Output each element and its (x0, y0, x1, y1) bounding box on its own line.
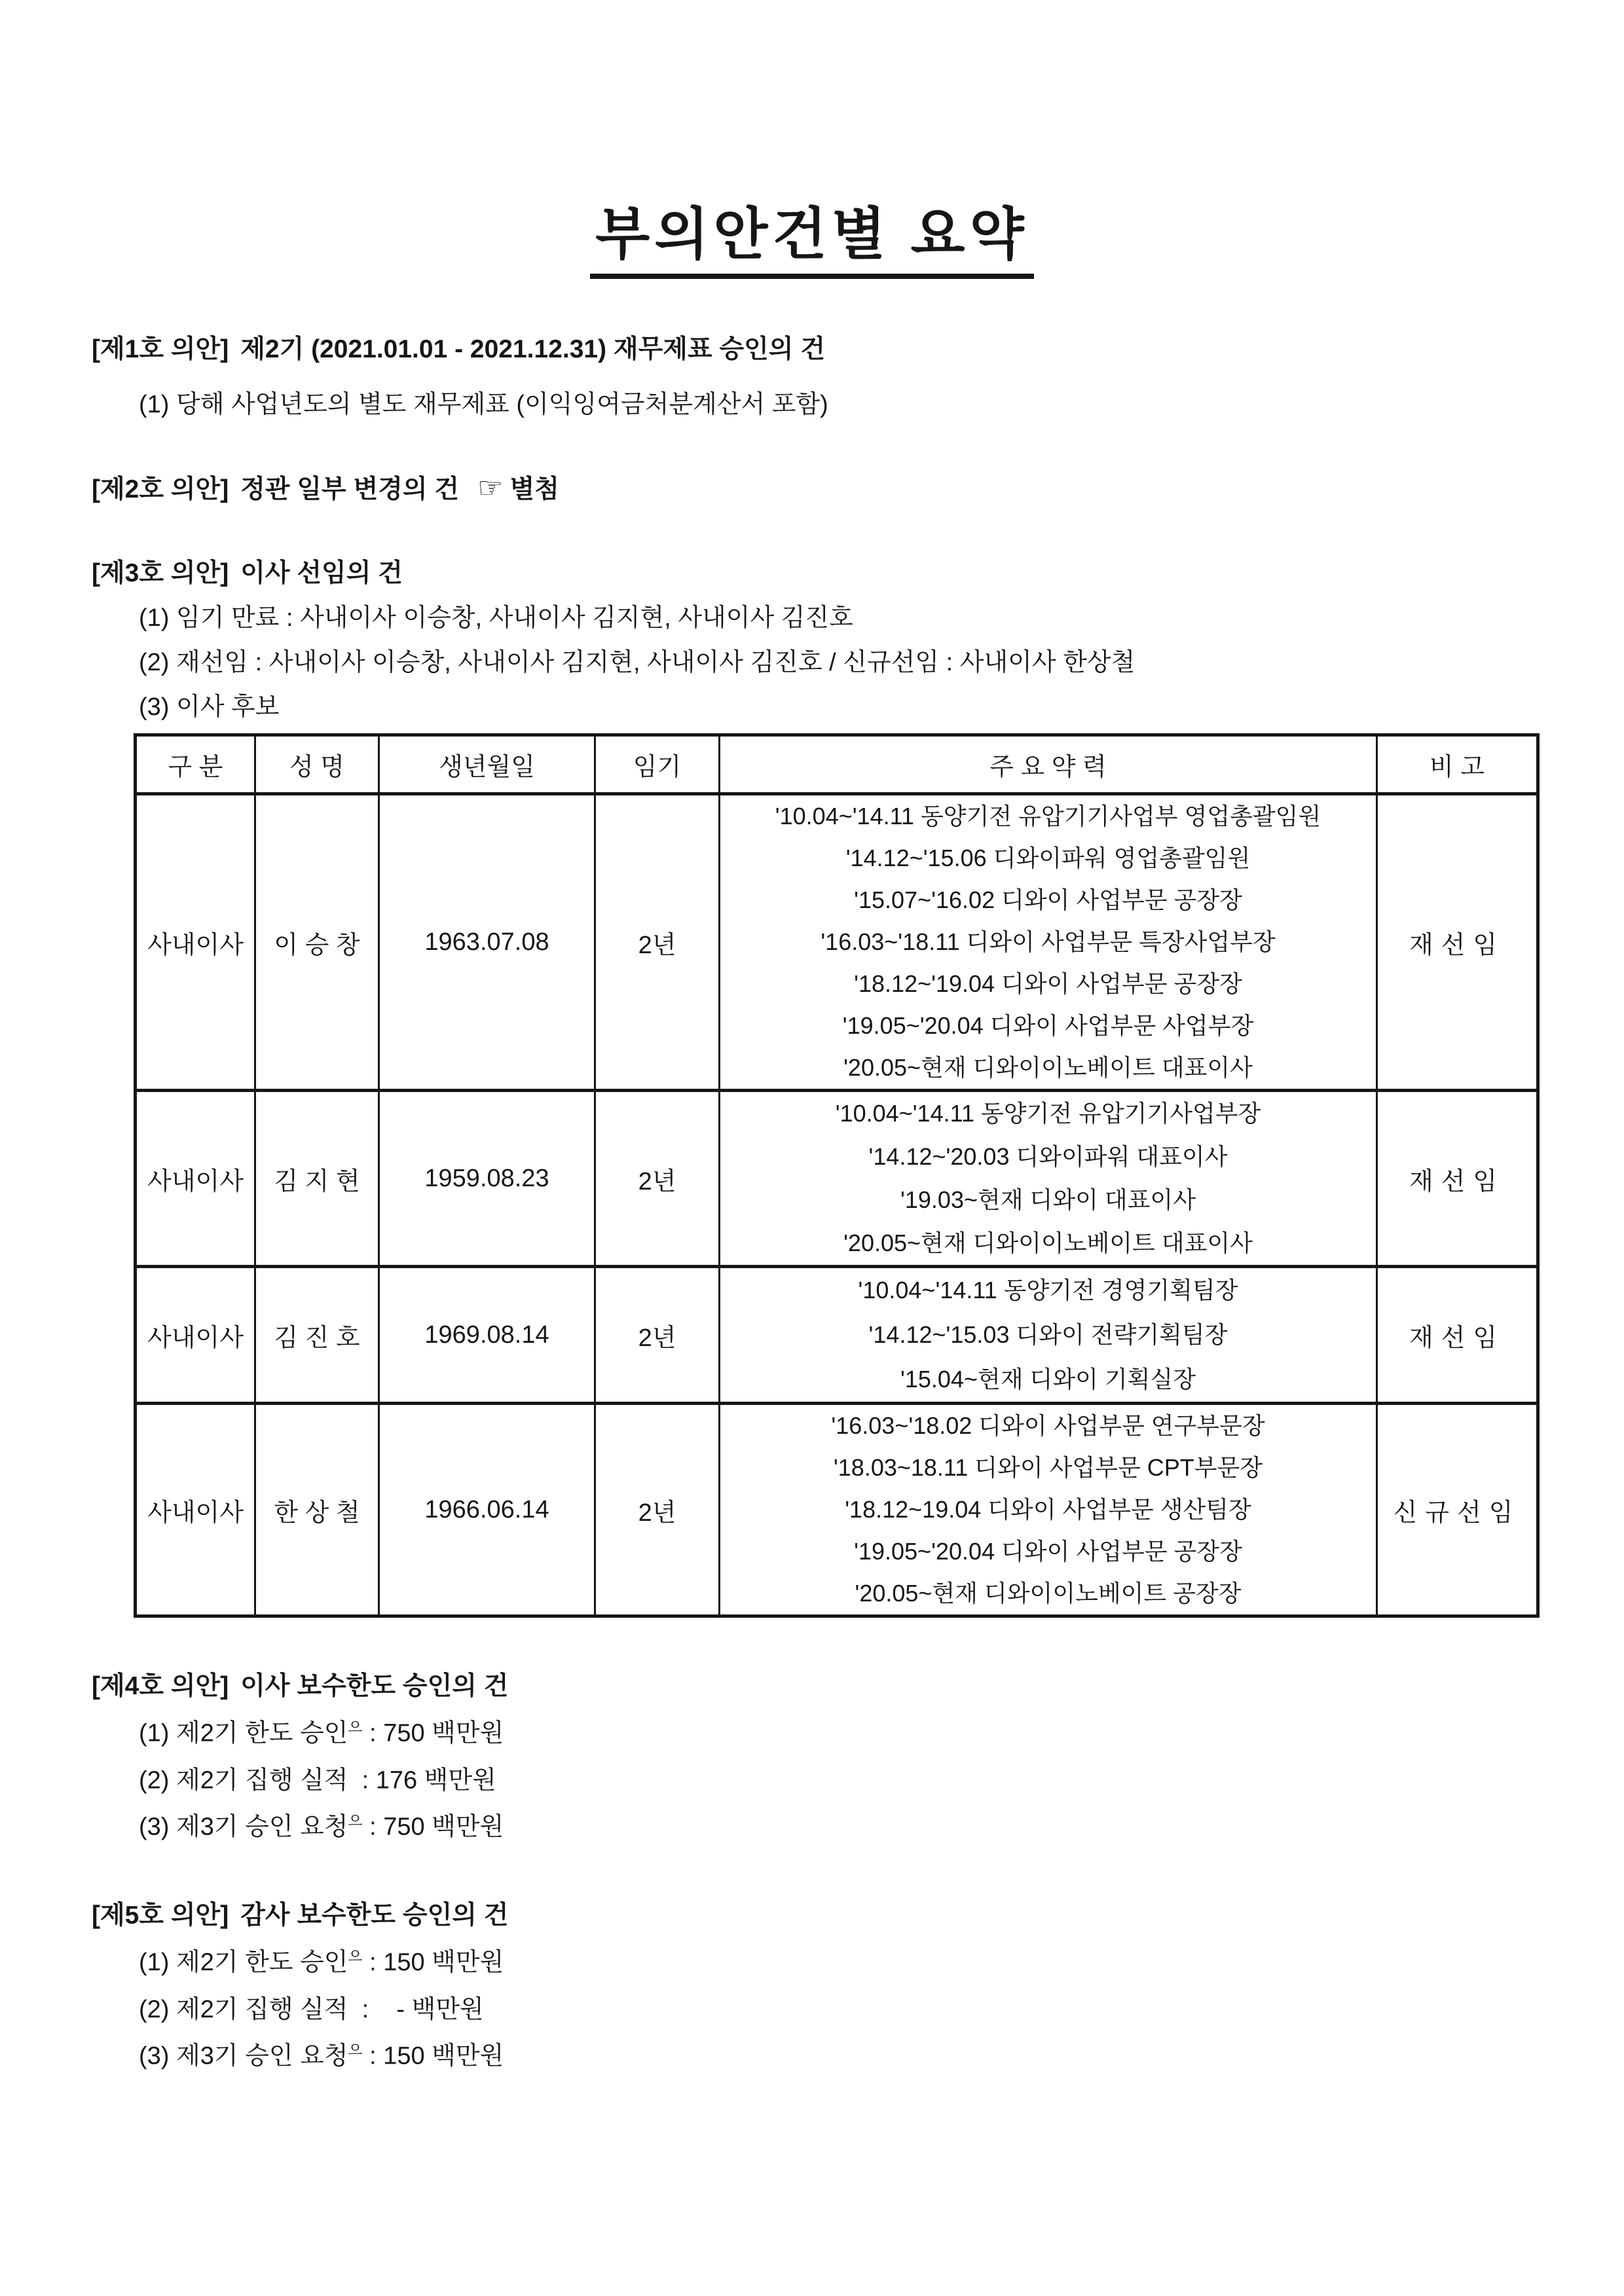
section-agenda-4 (92, 1668, 1565, 1846)
agenda-number: [제1호 의안] (92, 335, 229, 363)
attachment-note: 별첨 (509, 475, 559, 503)
title-row (0, 189, 1624, 279)
cell-type: 사내이사 (136, 1404, 255, 1616)
career-line: '18.12~19.04 디와이 사업부문 생산팀장 (845, 1496, 1251, 1523)
cell-birthdate: 1963.07.08 (379, 794, 595, 1091)
agenda-number: [제4호 의안] (92, 1672, 229, 1700)
section-heading (92, 555, 1565, 592)
agenda-item: (1) 당해 사업년도의 별도 재무제표 (이익잉여금처분계산서 포함) (139, 391, 828, 418)
agenda-title: 이사 선임의 건 (240, 559, 403, 587)
career-line: '19.05~'20.04 디와이 사업부문 공장장 (854, 1538, 1242, 1565)
career-line: '10.04~'14.11 동양기전 경영기획팀장 (858, 1277, 1238, 1303)
career-line: '19.03~현재 디와이 대표이사 (900, 1186, 1196, 1213)
cell-remark: 신규선임 (1377, 1404, 1538, 1616)
cell-type: 사내이사 (136, 1267, 255, 1404)
career-line: '20.05~현재 디와이이노베이트 대표이사 (843, 1054, 1253, 1081)
career-line: '14.12~'20.03 디와이파워 대표이사 (868, 1143, 1228, 1170)
career-line: '20.05~현재 디와이이노베이트 공장장 (855, 1580, 1242, 1607)
career-line: '18.12~'19.04 디와이 사업부문 공장장 (854, 970, 1242, 997)
header-name: 성 명 (255, 735, 379, 794)
career-line: '10.04~'14.11 동양기전 유압기기사업부장 (835, 1100, 1261, 1127)
cell-career (720, 794, 1377, 1091)
agenda-item: (2) 제2기 집행 실적 : - 백만원 (139, 1995, 484, 2024)
section-agenda-3 (92, 555, 1565, 725)
cell-career (720, 1404, 1377, 1616)
director-candidates-table (134, 733, 1540, 1618)
cell-remark: 재선임 (1377, 794, 1538, 1091)
cell-term: 2년 (595, 1091, 720, 1267)
agenda-title: 감사 보수한도 승인의 건 (240, 1901, 509, 1929)
agenda-title: 제2기 (2021.01.01 - 2021.12.31) 재무제표 승인의 건 (240, 335, 825, 363)
cell-name: 김 진 호 (255, 1267, 379, 1404)
cell-type: 사내이사 (136, 794, 255, 1091)
agenda-item: (2) 재선임 : 사내이사 이승창, 사내이사 김지현, 사내이사 김진호 / 신규선임 : 사내이사 한상철 (139, 649, 1135, 676)
career-line: '18.03~18.11 디와이 사업부문 CPT부문장 (833, 1454, 1263, 1481)
table-row (136, 1267, 1538, 1404)
header-remark: 비 고 (1377, 735, 1538, 794)
cell-birthdate: 1959.08.23 (379, 1091, 595, 1267)
cell-term: 2년 (595, 1404, 720, 1616)
cell-type: 사내이사 (136, 1091, 255, 1267)
cell-birthdate: 1966.06.14 (379, 1404, 595, 1616)
agenda-title: 정관 일부 변경의 건 (240, 475, 460, 503)
agenda-item: (1) 제2기 한도 승인$^으$ : 150 백만원 (139, 1948, 504, 1977)
agenda-item: (3) 제3기 승인 요청$^으$ : 150 백만원 (139, 2041, 504, 2070)
cell-name: 한 상 철 (255, 1404, 379, 1616)
career-line: '16.03~'18.02 디와이 사업부문 연구부문장 (831, 1412, 1265, 1439)
career-line: '15.04~현재 디와이 기획실장 (900, 1366, 1196, 1393)
header-term: 임기 (595, 735, 720, 794)
cell-term: 2년 (595, 794, 720, 1091)
section-heading (92, 470, 1565, 508)
table-row (136, 794, 1538, 1091)
career-line: '19.05~'20.04 디와이 사업부문 사업부장 (842, 1012, 1254, 1039)
agenda-item: (3) 이사 후보 (139, 693, 280, 721)
cell-name: 이 승 창 (255, 794, 379, 1091)
section-agenda-5 (92, 1897, 1565, 2075)
cell-remark: 재선임 (1377, 1267, 1538, 1404)
cell-career (720, 1091, 1377, 1267)
career-line: '14.12~'15.03 디와이 전략기획팀장 (868, 1321, 1228, 1348)
career-line: '10.04~'14.11 동양기전 유압기기사업부 영업총괄임원 (775, 803, 1321, 829)
agenda-title: 이사 보수한도 승인의 건 (240, 1672, 509, 1700)
cell-term: 2년 (595, 1267, 720, 1404)
agenda-number: [제3호 의안] (92, 559, 229, 587)
agenda-item: (3) 제3기 승인 요청$^으$ : 750 백만원 (139, 1812, 504, 1841)
section-heading (92, 1897, 1565, 1934)
table-header-row (136, 735, 1538, 794)
table-row (136, 1091, 1538, 1267)
agenda-number: [제5호 의안] (92, 1901, 229, 1929)
header-type: 구 분 (136, 735, 255, 794)
career-line: '16.03~'18.11 디와이 사업부문 특장사업부장 (821, 928, 1276, 955)
pointing-hand-icon: ☞ (477, 472, 504, 504)
section-heading (92, 331, 1565, 368)
header-birthdate: 생년월일 (379, 735, 595, 794)
career-line: '15.07~'16.02 디와이 사업부문 공장장 (854, 886, 1242, 913)
cell-name: 김 지 현 (255, 1091, 379, 1267)
agenda-item: (1) 임기 만료 : 사내이사 이승창, 사내이사 김지현, 사내이사 김진호 (139, 604, 853, 632)
section-agenda-1 (92, 331, 1565, 423)
cell-birthdate: 1969.08.14 (379, 1267, 595, 1404)
section-agenda-2 (92, 470, 1565, 508)
header-career: 주 요 약 력 (720, 735, 1377, 794)
director-candidates-table-wrap (134, 733, 1540, 1618)
table-row (136, 1404, 1538, 1616)
agenda-item: (2) 제2기 집행 실적 : 176 백만원 (139, 1766, 496, 1795)
career-line: '14.12~'15.06 디와이파워 영업총괄임원 (845, 845, 1251, 871)
document-title: 부의안건별 요약 (590, 189, 1033, 279)
section-heading (92, 1668, 1565, 1705)
career-line: '20.05~현재 디와이이노베이트 대표이사 (843, 1230, 1253, 1256)
agenda-item: (1) 제2기 한도 승인$^으$ : 750 백만원 (139, 1719, 504, 1747)
cell-career (720, 1267, 1377, 1404)
cell-remark: 재선임 (1377, 1091, 1538, 1267)
agenda-number: [제2호 의안] (92, 475, 229, 503)
